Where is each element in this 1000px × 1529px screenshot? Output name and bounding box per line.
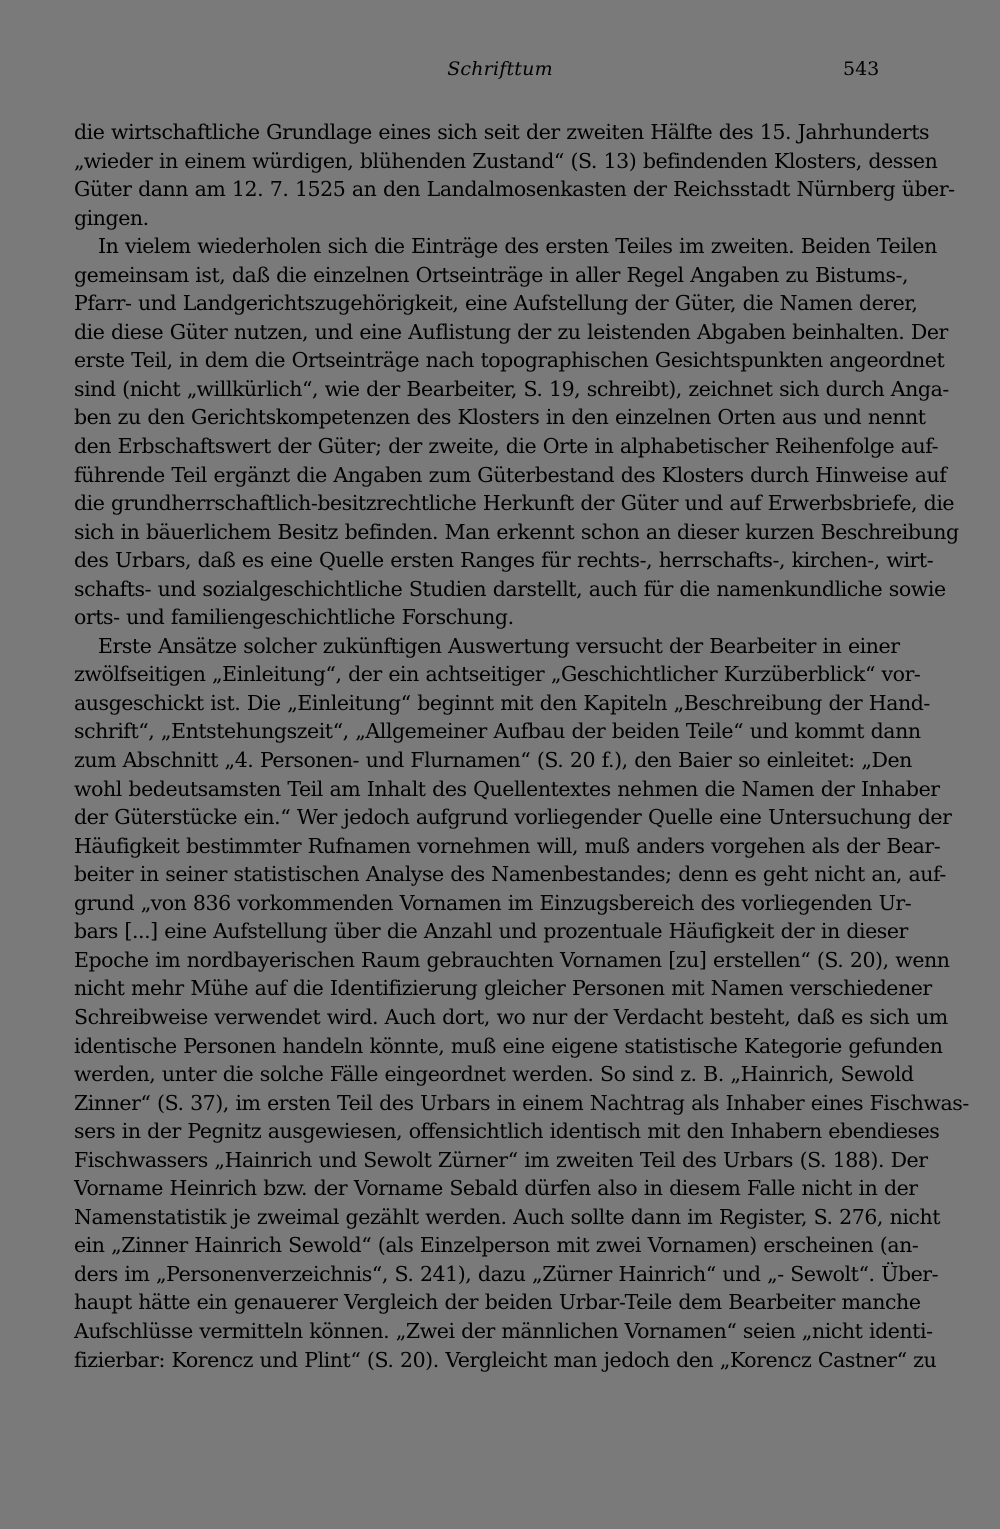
text-line: Erste Ansätze solcher zukünftigen Auswertung versucht der Bearbeiter in einer [98, 633, 900, 658]
text-line: In vielem wiederholen sich die Einträge des ersten Teiles im zweiten. Beiden Teilen [98, 234, 937, 259]
text-line: Güter dann am 12. 7. 1525 an den Landalmosenkasten der Reichsstadt Nürnberg über- [74, 177, 955, 202]
text-line: Namenstatistik je zweimal gezählt werden. Auch sollte dann im Register, S. 276, nicht [74, 1204, 940, 1229]
text-line: gingen. [74, 205, 149, 230]
text-line: die grundherrschaftlich-besitzrechtliche Herkunft der Güter und auf Erwerbsbriefe, die [74, 491, 955, 516]
paragraph [74, 232, 959, 632]
text-line: identische Personen handeln könnte, muß eine eigene statistische Kategorie gefunden [74, 1033, 943, 1058]
text-line: Aufschlüsse vermitteln können. „Zwei der männlichen Vornamen“ seien „nicht identi- [74, 1318, 933, 1343]
text-line: orts- und familiengeschichtliche Forschung. [74, 605, 514, 630]
text-line: fizierbar: Korencz und Plint“ (S. 20). Vergleicht man jedoch den „Korencz Castner“ zu [74, 1347, 937, 1372]
text-line: sers in der Pegnitz ausgewiesen, offensichtlich identisch mit den Inhabern ebendieses [74, 1119, 940, 1144]
text-line: werden, unter die solche Fälle eingeordnet werden. So sind z. B. „Hainrich, Sewold [74, 1062, 914, 1087]
text-line: bars [...] eine Aufstellung über die Anzahl und prozentuale Häufigkeit der in dieser [74, 919, 908, 944]
text-line: wohl bedeutsamsten Teil am Inhalt des Quellentextes nehmen die Namen der Inhaber [74, 776, 940, 801]
text-line: sich in bäuerlichem Besitz befinden. Man erkennt schon an dieser kurzen Beschreibung [74, 519, 959, 544]
text-line: Häufigkeit bestimmter Rufnamen vornehmen will, muß anders vorgehen als der Bear- [74, 833, 941, 858]
text-line: schafts- und sozialgeschichtliche Studien darstellt, auch für die namenkundliche sowie [74, 576, 946, 601]
text-line: zwölfseitigen „Einleitung“, der ein achtseitiger „Geschichtlicher Kurzüberblick“ vor- [74, 662, 921, 687]
text-line: Epoche im nordbayerischen Raum gebrauchten Vornamen [zu] erstellen“ (S. 20), wenn [74, 947, 950, 972]
text-line: schrift“, „Entstehungszeit“, „Allgemeiner Aufbau der beiden Teile“ und kommt dann [74, 719, 921, 744]
text-line: gemeinsam ist, daß die einzelnen Ortseinträge in aller Regel Angaben zu Bistums-, [74, 262, 909, 287]
text-line: die diese Güter nutzen, und eine Auflistung der zu leistenden Abgaben beinhalten. Der [74, 319, 948, 344]
text-line: die wirtschaftliche Grundlage eines sich seit der zweiten Hälfte des 15. Jahrhunderts [74, 120, 930, 144]
text-line: des Urbars, daß es eine Quelle ersten Ranges für rechts-, herrschafts-, kirchen-, wirt- [74, 548, 934, 573]
text-line: grund „von 836 vorkommenden Vornamen im Einzugsbereich des vorliegenden Ur- [74, 890, 912, 915]
text-line: ben zu den Gerichtskompetenzen des Klosters in den einzelnen Orten aus und nennt [74, 405, 926, 430]
body-text [74, 118, 969, 1374]
paragraph [74, 632, 969, 1374]
text-line: Vorname Heinrich bzw. der Vorname Sebald dürfen also in diesem Falle nicht in der [74, 1176, 918, 1201]
text-line: erste Teil, in dem die Ortseinträge nach topographischen Gesichtspunkten angeordnet [74, 348, 945, 373]
text-line: sind (nicht „willkürlich“, wie der Bearbeiter, S. 19, schreibt), zeichnet sich durch Anga- [74, 376, 949, 401]
text-line: den Erbschaftswert der Güter; der zweite, die Orte in alphabetischer Reihenfolge auf- [74, 434, 939, 459]
text-line: der Güterstücke ein.“ Wer jedoch aufgrund vorliegender Quelle eine Untersuchung der [74, 805, 952, 830]
text-line: ein „Zinner Hainrich Sewold“ (als Einzelperson mit zwei Vornamen) erscheinen (an- [74, 1233, 919, 1258]
text-line: „wieder in einem würdigen, blühenden Zustand“ (S. 13) befindenden Klosters, dessen [74, 148, 938, 173]
text-line: Zinner“ (S. 37), im ersten Teil des Urbars in einem Nachtrag als Inhaber eines Fischwas- [74, 1090, 969, 1115]
text-line: ders im „Personenverzeichnis“, S. 241), dazu „Zürner Hainrich“ und „- Sewolt“. Über- [74, 1261, 939, 1286]
text-line: nicht mehr Mühe auf die Identifizierung gleicher Personen mit Namen verschiedener [74, 976, 932, 1001]
text-line: beiter in seiner statistischen Analyse des Namenbestandes; denn es geht nicht an, auf- [74, 862, 946, 887]
paragraph [74, 118, 955, 232]
page-number: 543 [843, 58, 880, 80]
text-line: zum Abschnitt „4. Personen- und Flurnamen“ (S. 20 f.), den Baier so einleitet: „Den [74, 748, 912, 773]
text-line: Fischwassers „Hainrich und Sewolt Zürner“ im zweiten Teil des Urbars (S. 188). Der [74, 1147, 928, 1172]
text-line: Pfarr- und Landgerichtszugehörigkeit, eine Aufstellung der Güter, die Namen derer, [74, 291, 918, 316]
text-line: ausgeschickt ist. Die „Einleitung“ beginnt mit den Kapiteln „Beschreibung der Hand- [74, 690, 930, 715]
text-line: Schreibweise verwendet wird. Auch dort, wo nur der Verdacht besteht, daß es sich um [74, 1004, 948, 1029]
text-line: haupt hätte ein genauerer Vergleich der beiden Urbar-Teile dem Bearbeiter manche [74, 1290, 921, 1315]
running-title: Schrifttum [447, 58, 553, 80]
text-line: führende Teil ergänzt die Angaben zum Güterbestand des Klosters durch Hinweise auf [74, 462, 947, 487]
